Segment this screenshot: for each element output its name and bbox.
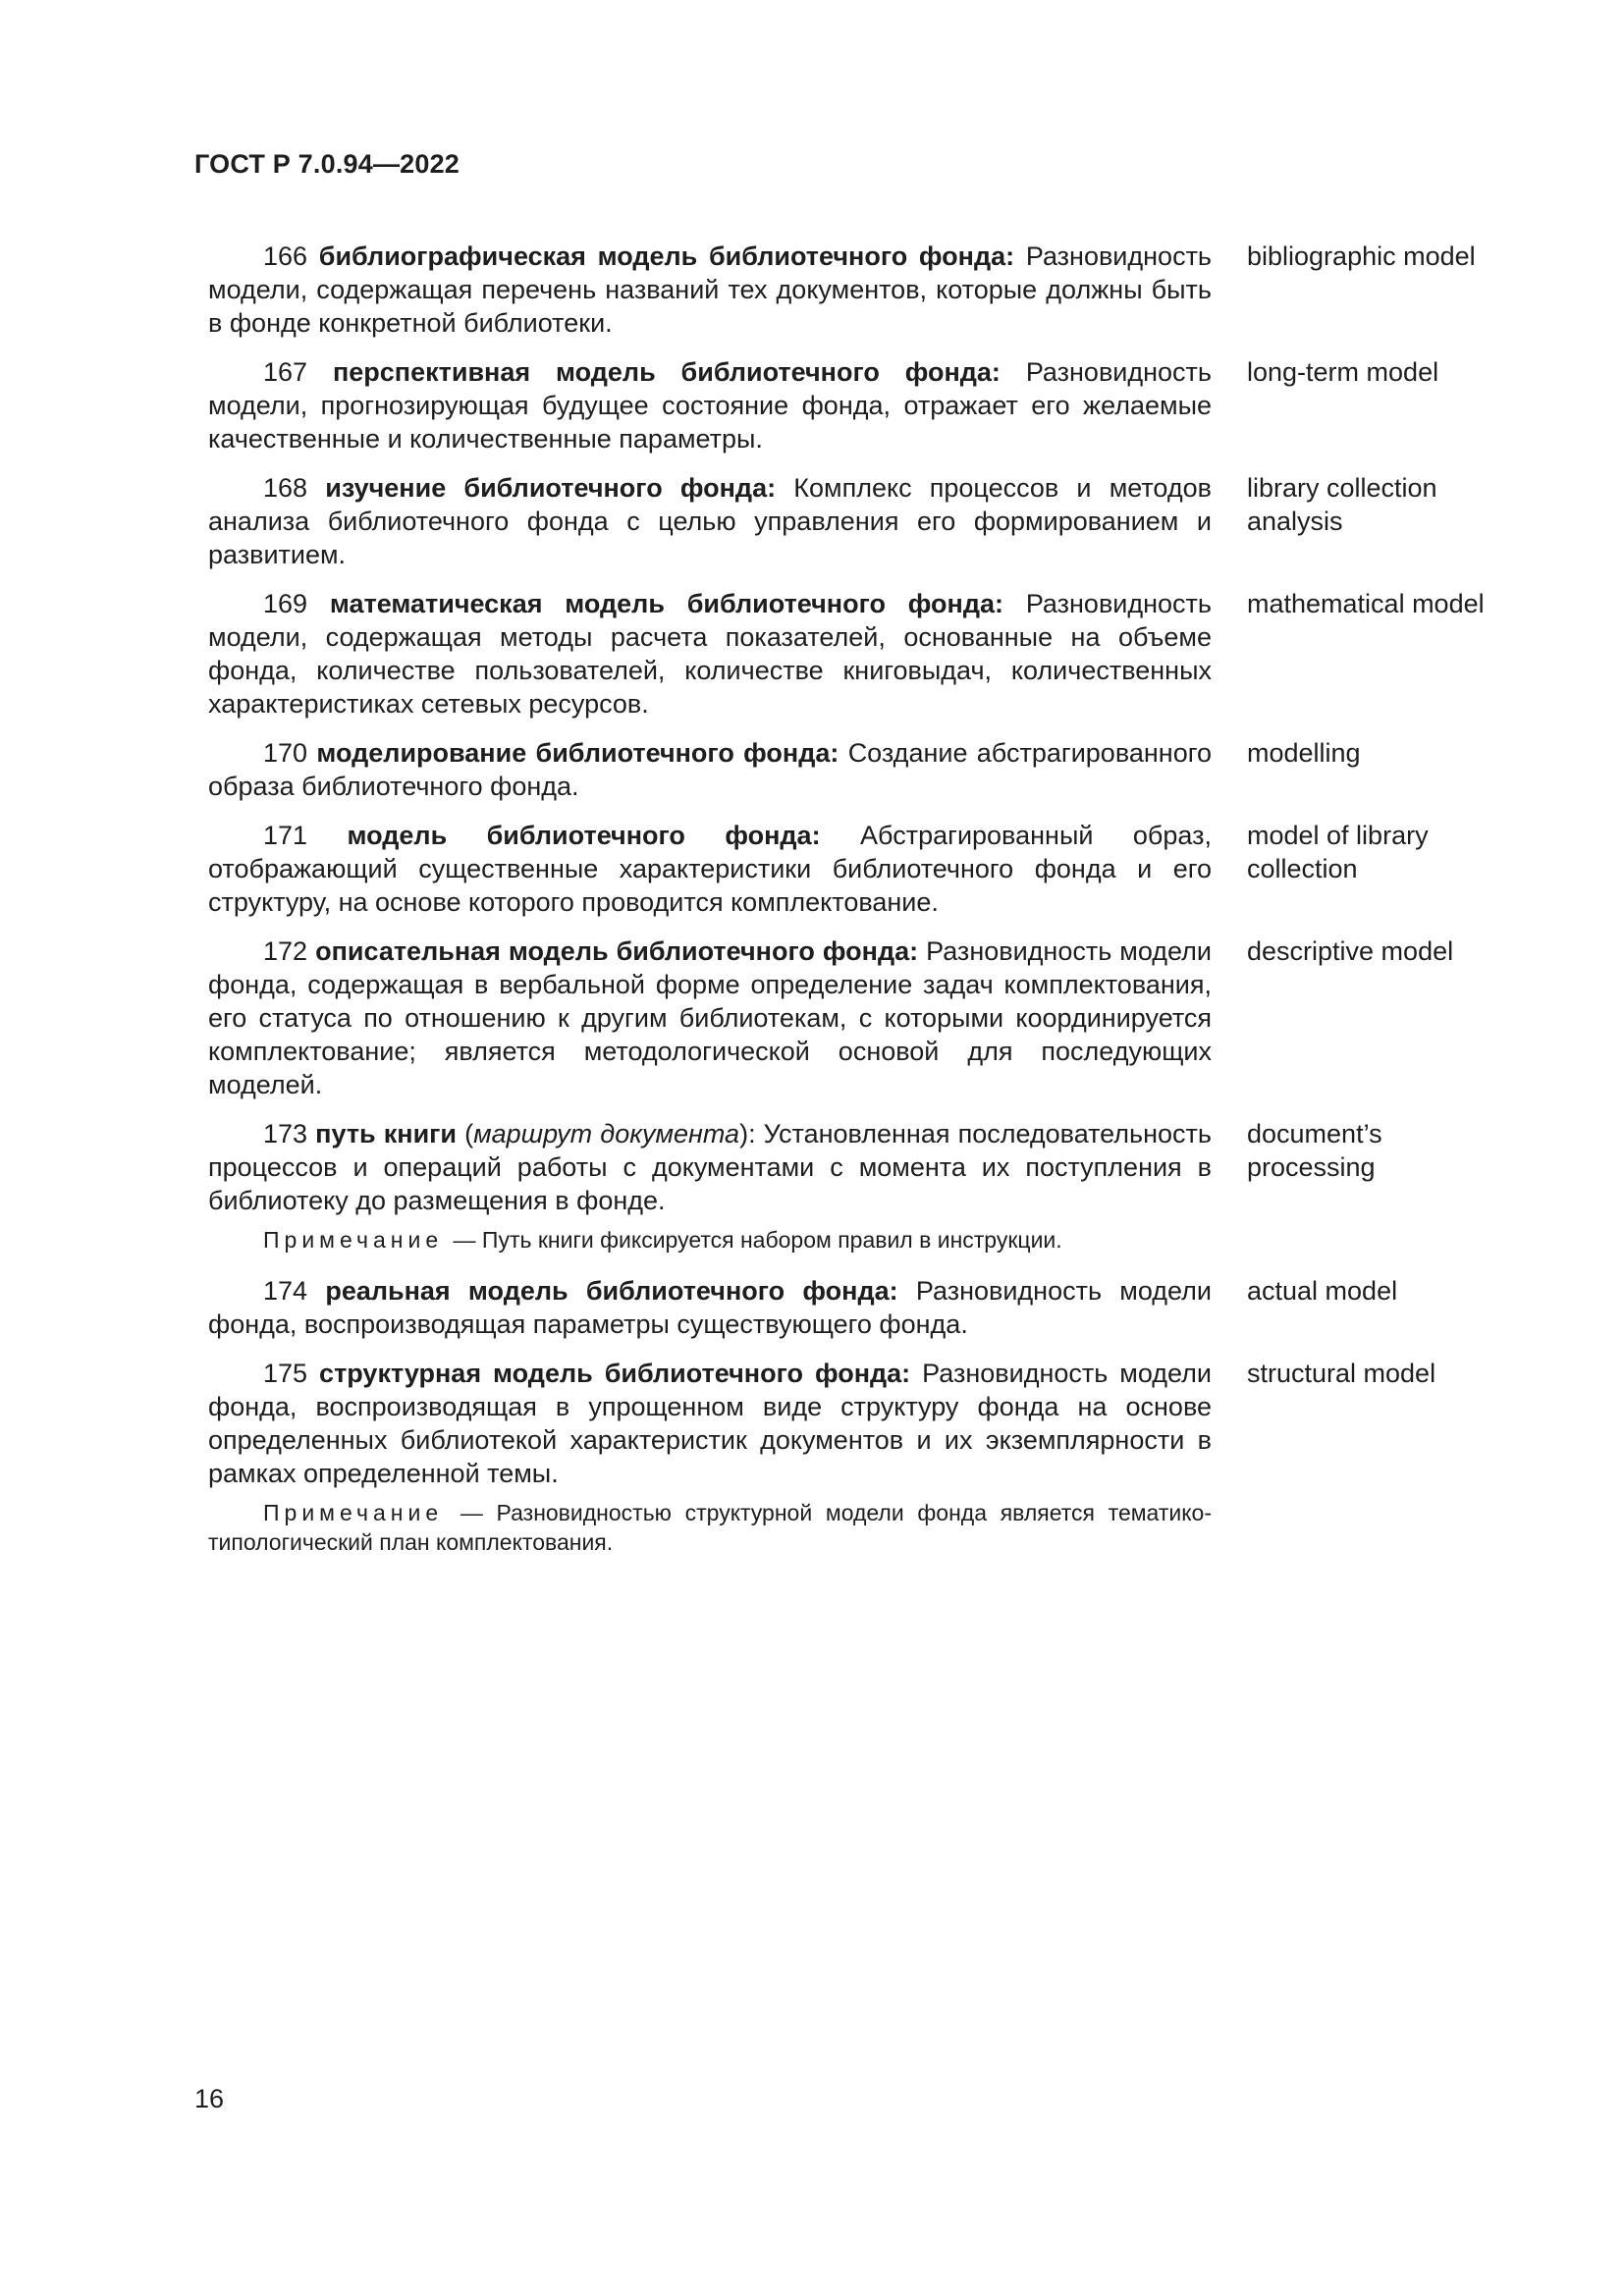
note-173 <box>208 1225 1212 1255</box>
term-definition-ru <box>208 1274 1212 1341</box>
term-name: изучение библиотечного фонда: <box>325 473 777 503</box>
note-175 <box>208 1498 1212 1557</box>
term-synonym: маршрут документа <box>473 1119 740 1148</box>
note-text: — Путь книги фиксируется набором правил в инструкции. <box>453 1227 1062 1253</box>
term-definition-ru <box>208 587 1212 721</box>
term-name: математическая модель библиотечного фонда: <box>329 589 1004 618</box>
term-english: bibliographic model <box>1247 241 1476 271</box>
term-number: 169 <box>263 589 308 618</box>
term-name: описательная модель библиотечного фонда: <box>315 936 919 966</box>
term-english: model of library collection <box>1247 821 1429 883</box>
term-english: document’s processing <box>1247 1119 1382 1182</box>
term-definition: Разновидность модели, содержащая перечень названий тех документов, которые должны быть в фонде конкретной библиотеки. <box>208 241 1212 338</box>
term-entry-170 <box>208 736 1514 803</box>
page-number: 16 <box>194 2084 225 2113</box>
term-definition: Разновидность модели, прогнозирующая будущее состояние фонда, отражает его желаемые качественные и количественные параметры. <box>208 357 1212 454</box>
term-entry-166 <box>208 240 1514 340</box>
term-number: 172 <box>263 936 308 966</box>
term-entry-173 <box>208 1117 1514 1217</box>
term-english: descriptive model <box>1247 936 1454 966</box>
term-definition-ru <box>208 819 1212 919</box>
term-number: 167 <box>263 357 308 387</box>
note-label: Примечание <box>263 1227 444 1253</box>
term-entry-169 <box>208 587 1514 721</box>
term-definition: Разновидность модели фонда, содержащая в вербальной форме определение задач комплектования, его статуса по отношению к другим библиотекам, с которыми координируется комплектование; является методологической основой для последующих моделей. <box>208 936 1212 1099</box>
term-definition: Абстрагированный образ, отображающий существенные характеристики библиотечного фонда и его структуру, на основе которого проводится комплектование. <box>208 821 1212 917</box>
term-name: структурная модель библиотечного фонда: <box>319 1359 911 1388</box>
term-english: modelling <box>1247 738 1361 768</box>
term-number: 175 <box>263 1359 308 1388</box>
term-definition-ru <box>208 240 1212 340</box>
term-definition: Создание абстрагированного образа библиотечного фонда. <box>208 738 1212 801</box>
term-entry-172 <box>208 934 1514 1101</box>
term-definition: : Установленная последовательность процессов и операций работы с документами с момента их поступления в библиотеку до размещения в фонде. <box>208 1119 1212 1215</box>
term-number: 166 <box>263 241 308 271</box>
term-definition-ru: 173 путь книги (маршрут документа): Установленная последовательность процессов и операций работы с документами с момента их поступления в библиотеку до размещения в фонде. <box>208 1119 1212 1215</box>
term-name: реальная модель библиотечного фонда: <box>325 1276 898 1306</box>
term-name: перспективная модель библиотечного фонда: <box>332 357 1001 387</box>
term-number: 171 <box>263 821 308 850</box>
term-name: путь книги <box>315 1119 458 1148</box>
term-definition-ru <box>208 471 1212 571</box>
term-definition: Комплекс процессов и методов анализа библиотечного фонда с целью управления его формированием и развитием. <box>208 473 1212 569</box>
term-definition-ru <box>208 1357 1212 1490</box>
term-entry-175 <box>208 1357 1514 1490</box>
term-entry-174 <box>208 1274 1514 1341</box>
page-header <box>194 149 460 180</box>
term-name: модель библиотечного фонда: <box>347 821 821 850</box>
term-definition: Разновидность модели, содержащая методы расчета показателей, основанные на объеме фонда, количестве пользователей, количестве книговыдач, количественных характеристиках сетевых ресурсов. <box>208 589 1212 719</box>
term-english: mathematical model <box>1247 589 1485 618</box>
term-entry-171 <box>208 819 1514 919</box>
term-english: structural model <box>1247 1359 1436 1388</box>
term-entry-168 <box>208 471 1514 571</box>
term-definition-ru <box>208 736 1212 803</box>
term-definition: Разновидность модели фонда, воспроизводящая в упрощенном виде структуру фонда на основе определенных библиотекой характеристик документов и их экземплярности в рамках определенной темы. <box>208 1359 1212 1488</box>
term-number: 168 <box>263 473 308 503</box>
term-name: моделирование библиотечного фонда: <box>316 738 839 768</box>
term-definition-ru <box>208 934 1212 1101</box>
note-text: — Разновидностью структурной модели фонда является тематико-типологический план комплектования. <box>208 1500 1212 1555</box>
term-english: actual model <box>1247 1276 1398 1306</box>
term-number: 173 <box>263 1119 308 1148</box>
term-entry-167 <box>208 355 1514 455</box>
term-english: long-term model <box>1247 357 1439 387</box>
term-number: 174 <box>263 1276 308 1306</box>
term-number: 170 <box>263 738 308 768</box>
term-name: библиографическая модель библиотечного фонда: <box>318 241 1015 271</box>
term-definition: Разновидность модели фонда, воспроизводящая параметры существующего фонда. <box>208 1276 1212 1339</box>
note-label: Примечание <box>263 1500 444 1525</box>
term-definition-ru <box>208 355 1212 455</box>
term-english: library collection analysis <box>1247 473 1437 536</box>
terms-list <box>208 240 1514 1576</box>
document-code: ГОСТ Р 7.0.94—2022 <box>194 149 460 179</box>
